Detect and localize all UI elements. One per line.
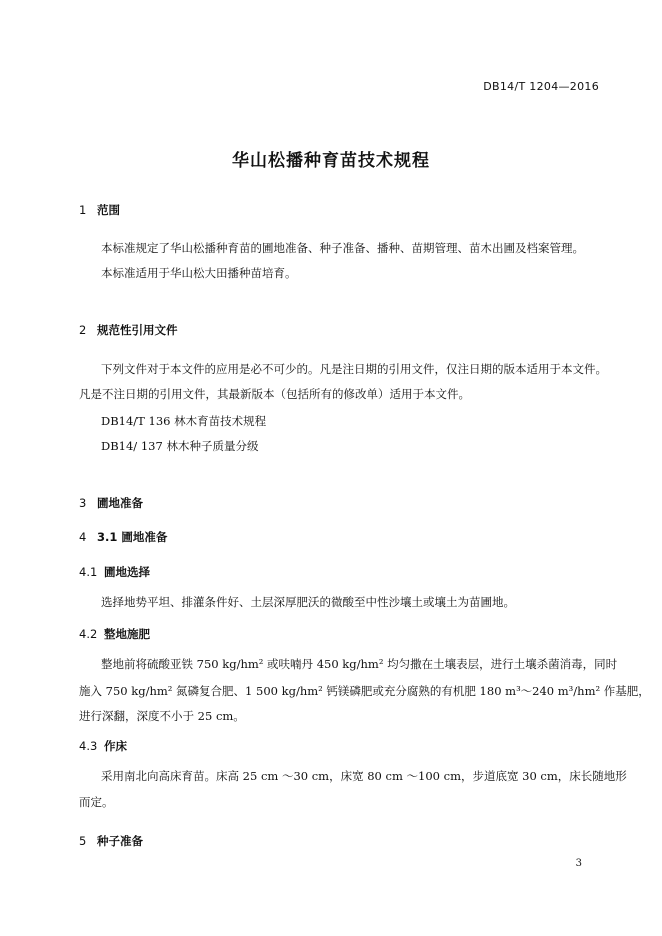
standard-code: DB14/T 1204—2016 <box>483 80 599 93</box>
section-title: 圃地准备 <box>97 496 143 510</box>
section-4-2-line-2: 施入 750 kg/hm² 氮磷复合肥、1 500 kg/hm² 钙镁磷肥或充分腐熟的有机肥 180 m³～240 m³/hm² 作基肥， <box>79 684 650 698</box>
section-number: 1 <box>79 203 87 217</box>
section-1-heading <box>79 202 120 218</box>
section-number: 3 <box>79 496 87 510</box>
section-title: 范围 <box>97 203 120 217</box>
section-3-heading <box>79 495 143 511</box>
section-4-heading <box>79 529 167 545</box>
section-number: 5 <box>79 834 87 848</box>
section-number: 4.1 <box>79 565 98 579</box>
reference-item: DB14/ 137 林木种子质量分级 <box>101 439 259 453</box>
section-4-3-line-1: 采用南北向高床育苗。床高 25 cm ～30 cm，床宽 80 cm ～100 cm，步道底宽 30 cm，床长随地形 <box>101 769 627 783</box>
section-title: 圃地选择 <box>104 565 150 579</box>
page-number: 3 <box>575 858 582 869</box>
section-4-1-paragraph: 选择地势平坦、排灌条件好、土层深厚肥沃的微酸至中性沙壤土或壤土为苗圃地。 <box>101 595 515 609</box>
section-title: 作床 <box>104 739 127 753</box>
section-4-2-line-3: 进行深翻，深度不小于 25 cm。 <box>79 709 245 723</box>
section-1-paragraph-1: 本标准规定了华山松播种育苗的圃地准备、种子准备、播种、苗期管理、苗木出圃及档案管理。 <box>101 241 584 255</box>
section-number: 4 <box>79 530 87 544</box>
section-4-1-heading <box>79 564 150 580</box>
section-title: 整地施肥 <box>104 627 150 641</box>
section-4-3-line-2: 而定。 <box>79 795 114 809</box>
section-title: 种子准备 <box>97 834 143 848</box>
section-title: 规范性引用文件 <box>97 323 178 337</box>
section-4-2-line-1: 整地前将硫酸亚铁 750 kg/hm² 或呋喃丹 450 kg/hm² 均匀撒在土壤表层，进行土壤杀菌消毒，同时 <box>101 657 618 671</box>
section-number: 4.3 <box>79 739 98 753</box>
section-number: 2 <box>79 323 87 337</box>
section-2-heading <box>79 322 178 338</box>
section-2-paragraph-line-2: 凡是不注日期的引用文件，其最新版本（包括所有的修改单）适用于本文件。 <box>79 387 470 401</box>
reference-item: DB14/T 136 林木育苗技术规程 <box>101 414 267 428</box>
section-2-paragraph-line-1: 下列文件对于本文件的应用是必不可少的。凡是注日期的引用文件，仅注日期的版本适用于本文件。 <box>101 362 607 376</box>
section-4-3-heading <box>79 738 127 754</box>
section-5-heading <box>79 833 143 849</box>
document-title: 华山松播种育苗技术规程 <box>232 151 430 171</box>
section-1-paragraph-2: 本标准适用于华山松大田播种苗培育。 <box>101 266 297 280</box>
section-4-2-heading <box>79 626 150 642</box>
section-title: 3.1 圃地准备 <box>97 530 168 544</box>
section-number: 4.2 <box>79 627 98 641</box>
